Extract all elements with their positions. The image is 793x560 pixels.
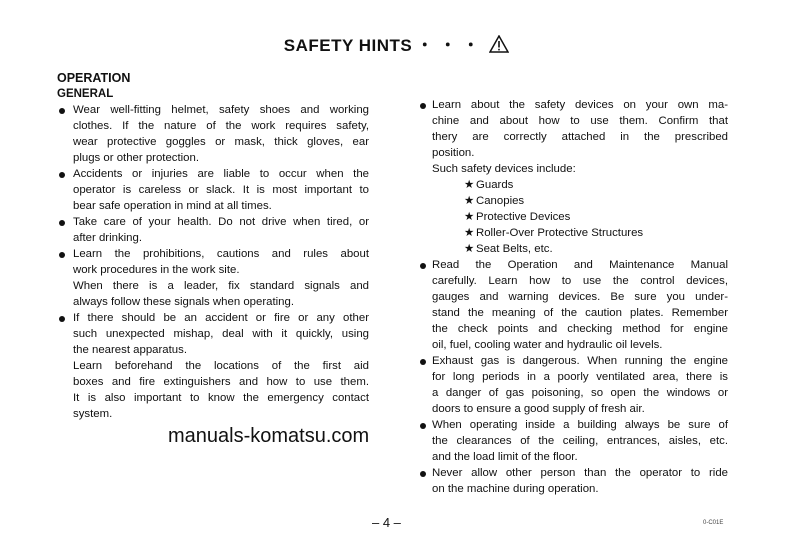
list-item [418, 353, 728, 417]
list-item [418, 97, 728, 257]
text-line: clothes. If the nature of the work requires safety, [73, 120, 369, 132]
sub-list-item [432, 241, 728, 257]
text-line: a danger of gas poisoning, so open the windows or [432, 387, 728, 399]
text-line: position. [432, 147, 475, 159]
text-line: gauges and warning devices. Be sure you under- [432, 291, 728, 303]
sub-list-item [432, 225, 728, 241]
text-line: Take care of your health. Do not drive when tired, or [73, 216, 369, 228]
text-line: and the load limit of the floor. [432, 451, 578, 463]
sub-list-item [432, 193, 728, 209]
text-line: Read the Operation and Maintenance Manual [432, 259, 728, 271]
page-title [0, 31, 793, 56]
bullet-icon [59, 172, 65, 178]
list-item [57, 246, 369, 310]
title-text: SAFETY HINTS [283, 36, 413, 55]
list-item [418, 417, 728, 465]
star-icon: ★ [464, 211, 475, 223]
text-line: oil, fuel, cooling water and hydraulic oil levels. [432, 339, 663, 351]
list-item [418, 257, 728, 353]
warning-triangle-icon [489, 35, 509, 53]
text-line: the check points and checking method for engine [432, 323, 728, 335]
sub-item-text: Canopies [476, 195, 525, 207]
text-line: wear protective goggles or mask, thick gloves, ear [73, 136, 369, 148]
right-column [418, 97, 728, 497]
bullet-icon [420, 471, 426, 477]
text-line: When there is a leader, fix standard signals and [73, 280, 369, 292]
text-line: after drinking. [73, 232, 143, 244]
title-dots: ・・・ [416, 36, 486, 55]
bullet-icon [420, 103, 426, 109]
star-icon: ★ [464, 195, 475, 207]
text-line: boxes and fire extinguishers and how to use them. [73, 376, 369, 388]
text-line: carefully. Learn how to use the control devices, [432, 275, 728, 287]
sub-item-text: Guards [476, 179, 514, 191]
text-line: Exhaust gas is dangerous. When running the engine [432, 355, 728, 367]
text-line: on the machine during operation. [432, 483, 599, 495]
list-item [57, 310, 369, 422]
text-line: Wear well-fitting helmet, safety shoes and working [73, 104, 369, 116]
right-item-list [418, 97, 728, 497]
watermark: manuals-komatsu.com [168, 425, 370, 447]
section-heading: OPERATION [57, 71, 131, 85]
text-line: thery are correctly attached in the prescribed [432, 131, 728, 143]
bullet-icon [59, 108, 65, 114]
left-item-list [57, 102, 369, 422]
text-line: If there should be an accident or fire or any other [73, 312, 369, 324]
bullet-icon [59, 252, 65, 258]
sub-list-item [432, 177, 728, 193]
sub-item-text: Roller-Over Protective Structures [476, 227, 644, 239]
list-item [57, 102, 369, 166]
text-line: Learn the prohibitions, cautions and rules about [73, 248, 369, 260]
text-line: Such safety devices include: [432, 163, 576, 175]
sub-list-item [432, 209, 728, 225]
page-code: 0-C01E [703, 520, 724, 526]
bullet-icon [59, 316, 65, 322]
text-line: always follow these signals when operating. [73, 296, 294, 308]
text-line: the clearances of the ceiling, entrances, aisles, etc. [432, 435, 728, 447]
text-line: chine and about how to use them. Confirm that [432, 115, 728, 127]
bullet-icon [59, 220, 65, 226]
star-icon: ★ [464, 227, 475, 239]
bullet-icon [420, 359, 426, 365]
sub-item-text: Seat Belts, etc. [476, 243, 553, 255]
text-line: bear safe operation in mind at all times. [73, 200, 272, 212]
text-line: system. [73, 408, 113, 420]
text-line: plugs or other protection. [73, 152, 200, 164]
text-line: Learn beforehand the locations of the first aid [73, 360, 369, 372]
text-line: the nearest apparatus. [73, 344, 187, 356]
text-line: operator is careless or slack. It is most important to [73, 184, 369, 196]
star-icon: ★ [464, 243, 475, 255]
list-item [57, 214, 369, 246]
subsection-heading: GENERAL [57, 88, 114, 100]
list-item [418, 465, 728, 497]
text-line: such unexpected mishap, deal with it quickly, using [73, 328, 369, 340]
text-line: Never allow other person than the operator to ride [432, 467, 728, 479]
text-line: It is also important to know the emergency contact [73, 392, 369, 404]
star-icon: ★ [464, 179, 475, 191]
text-line: Accidents or injuries are liable to occur when the [73, 168, 369, 180]
page-number: – 4 – [372, 515, 401, 530]
sub-item-text: Protective Devices [476, 211, 571, 223]
list-item [57, 166, 369, 214]
text-line: Learn about the safety devices on your own ma- [432, 99, 728, 111]
bullet-icon [420, 263, 426, 269]
text-line: doors to ensure a good supply of fresh air. [432, 403, 645, 415]
bullet-icon [420, 423, 426, 429]
text-line: When operating inside a building always be sure of [432, 419, 728, 431]
text-line: work procedures in the work site. [73, 264, 240, 276]
left-column [57, 70, 369, 422]
text-line: stand the meaning of the caution plates. Remember [432, 307, 728, 319]
text-line: for long periods in a poorly ventilated area, there is [432, 371, 728, 383]
